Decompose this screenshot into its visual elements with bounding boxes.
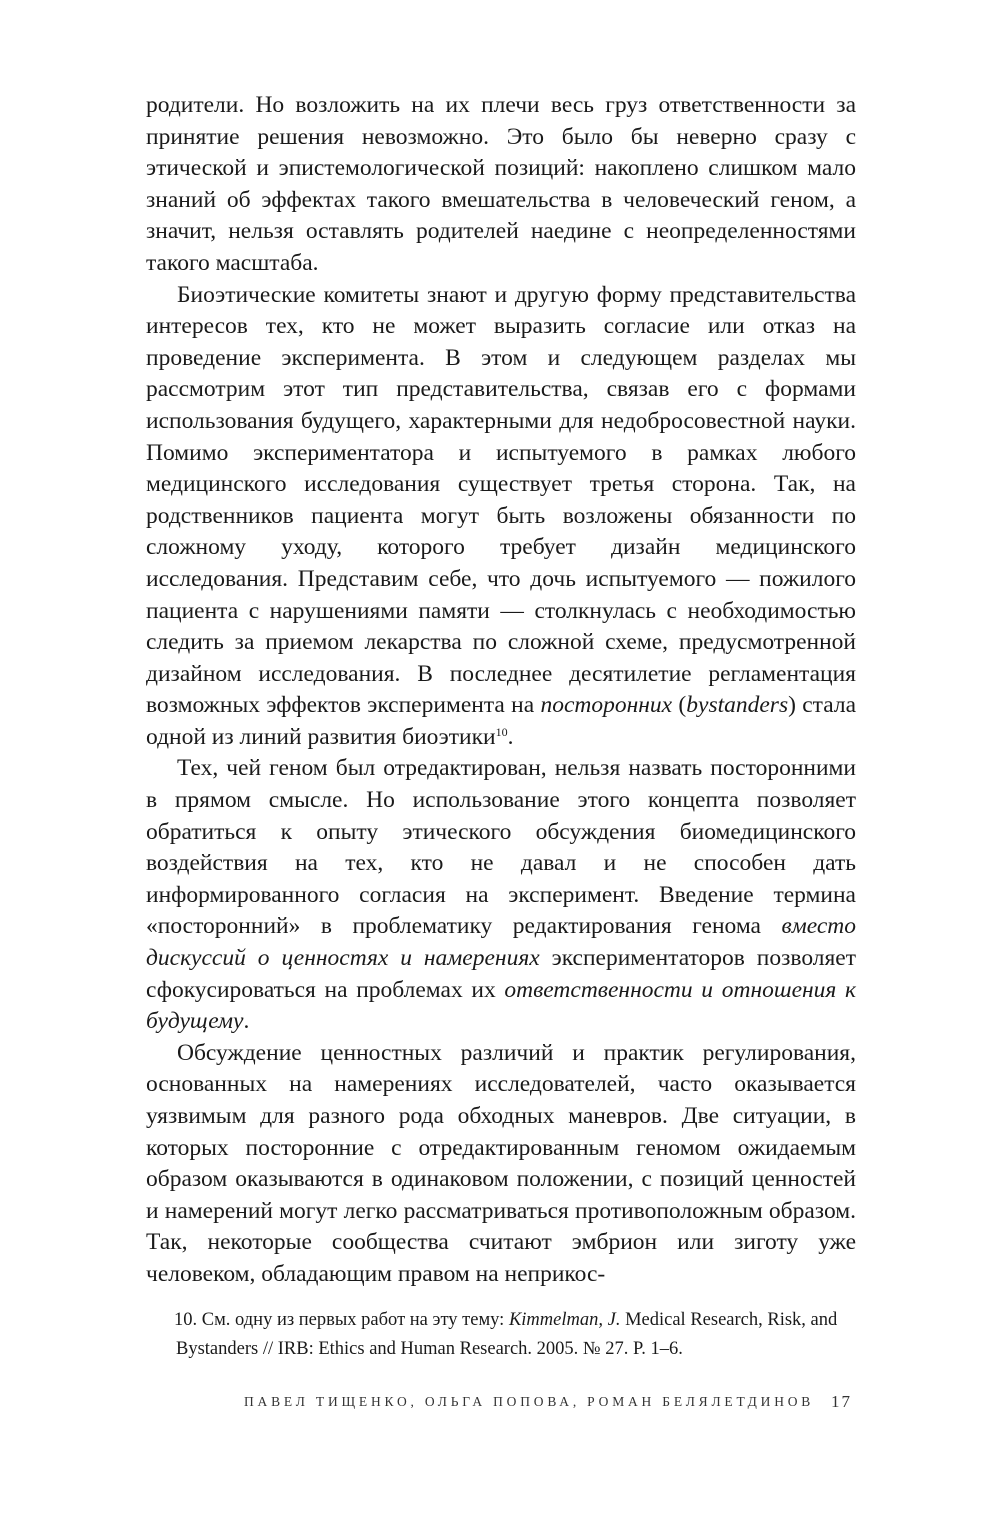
page-body	[146, 90, 856, 1291]
footnote-10	[176, 1306, 858, 1364]
italic-term: bystanders	[686, 692, 789, 719]
paragraph	[146, 280, 856, 754]
text-run: Тех, чей геном был отредактирован, нельзя назвать посторонними в прямом смысле. Но использование этого концепта позволяет обратиться к опыту этического обсуждения биомедицинского воздействия на тех, кто не давал и не способен дать информированного согласия на эксперимент. Введение термина «посторонний» в проблематику редактирования генома	[146, 755, 856, 940]
footnote-reference[interactable]: 10	[495, 724, 508, 739]
footnotes	[176, 1306, 858, 1364]
text-run: .	[243, 1008, 250, 1035]
footnote-author: Kimmelman, J.	[508, 1310, 621, 1330]
main-text	[146, 90, 856, 1291]
paragraph: Обсуждение ценностных различий и практик регулирования, основанных на намерениях исследователей, часто оказывается уязвимым для разного рода обходных маневров. Две ситуации, в которых посторонние с отредактированным геномом ожидаемым образом оказываются в одинаковом положении, с позиций ценностей и намерений могут легко рассматриваться противоположным образом. Так, некоторые сообщества считают эмбрион или зиготу уже человеком, обладающим правом на неприкос-	[146, 1039, 856, 1287]
italic-phrase: ответственности и отношения к будущему	[146, 976, 857, 1035]
italic-term: посторонних	[540, 692, 673, 719]
paragraph: родители. Но возложить на их плечи весь груз ответственности за принятие решения невозможно. Это было бы неверно сразу с этической и эпистемологической позиций: накоплено слишком мало знаний об эффектах такого вмешательства в человеческий геном, а значит, нельзя оставлять родителей наедине с неопределенностями такого масштаба.	[146, 92, 856, 276]
text-run: Биоэтические комитеты знают и другую форму представительства интересов тех, кто не может выразить согласие или отказ на проведение эксперимента. В этом и следующем разделах мы рассмотрим этот тип представительства, связав его с формами использования будущего, характерными для недобросовестной науки. Помимо экспериментатора и испытуемого в рамках любого медицинского исследования существует третья сторона. Так, на родственников пациента могут быть возложены обязанности по сложному уходу, которого требует дизайн медицинского исследования. Представим себе, что дочь испытуемого — пожилого пациента с нарушениями памяти — столкнулась с необходимостью следить за приемом лекарства по сложной схеме, предусмотренной дизайном исследования. В последнее десятилетие регламентация возможных эффектов эксперимента на	[146, 281, 856, 719]
text-run: ) стала одной из линий развития биоэтики	[146, 692, 857, 750]
footnote-lead: См. одну из первых работ на эту тему:	[197, 1310, 509, 1330]
paragraph	[146, 753, 856, 1037]
page-number: 17	[831, 1392, 852, 1411]
footnote-citation: Medical Research, Risk, and Bystanders // IRB: Ethics and Human Research. 2005. № 27. P. 1–6.	[176, 1310, 838, 1359]
text-run: (	[672, 692, 687, 719]
italic-phrase: вместо дискуссий о ценностях и намерениях	[146, 913, 856, 972]
footnote-number: 10.	[174, 1310, 198, 1330]
text-run: экспериментаторов позволяет сфокусироваться на проблемах их	[146, 945, 856, 1003]
text-run: .	[507, 723, 514, 750]
footer-authors: ПАВЕЛ ТИЩЕНКО, ОЛЬГА ПОПОВА, РОМАН БЕЛЯЛЕТДИНОВ	[244, 1394, 815, 1409]
